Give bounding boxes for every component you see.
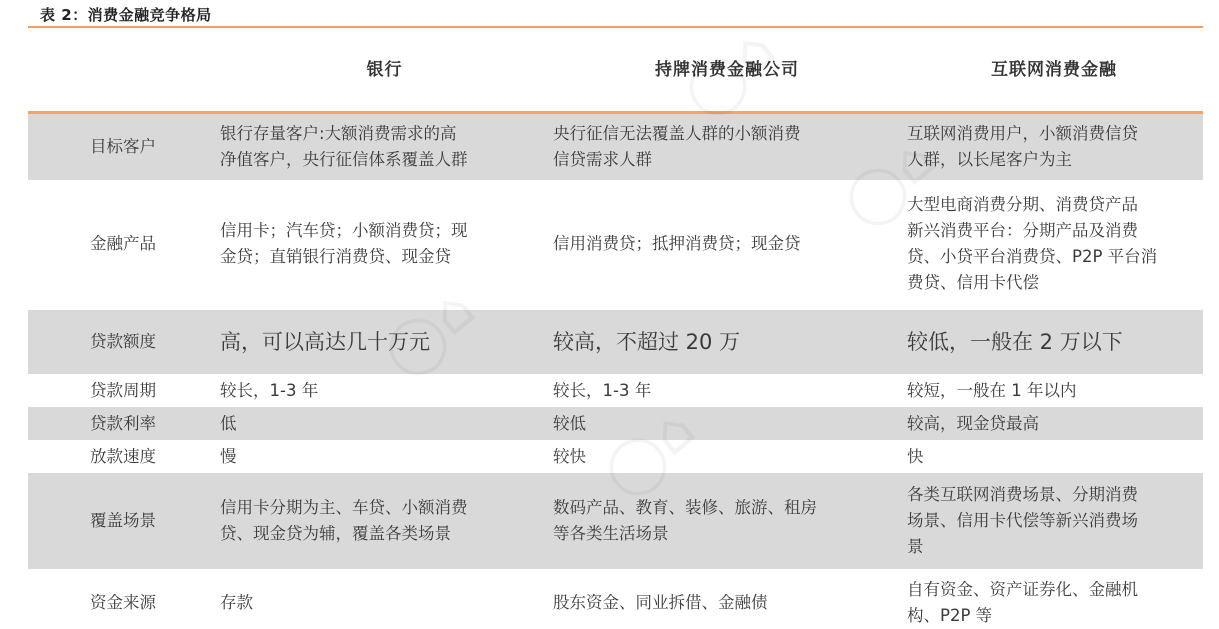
cell-internet: 自有资金、资产证券化、金融机 构、P2P 等 [907, 580, 1138, 625]
cell-bank: 银行存量客户:大额消费需求的高 净值客户，央行征信体系覆盖人群 [220, 124, 468, 169]
table-caption: 表 2：消费金融竞争格局 [40, 6, 212, 24]
cell-bank: 慢 [220, 446, 237, 466]
cell-licensed: 较长，1-3 年 [553, 380, 652, 400]
cell-bank: 较长，1-3 年 [220, 380, 319, 400]
cell-internet: 大型电商消费分期、消费贷产品 新兴消费平台：分期产品及消费 贷、小贷平台消费贷、P2P 平台消 费贷、信用卡代偿 [907, 195, 1158, 292]
table-row [28, 571, 1203, 629]
header-cell-bank: 银行 [366, 60, 403, 80]
row-label: 贷款额度 [90, 332, 156, 351]
cell-licensed: 较低 [553, 413, 586, 433]
header-cell-licensed: 持牌消费金融公司 [655, 60, 799, 80]
cell-internet: 较低，一般在 2 万以下 [907, 330, 1123, 354]
cell-licensed: 股东资金、同业拆借、金融债 [553, 593, 768, 612]
row-label: 覆盖场景 [90, 511, 156, 530]
table-row [28, 407, 1203, 440]
table-row [28, 440, 1203, 473]
row-label: 目标客户 [90, 137, 156, 156]
header-divider [28, 111, 1203, 114]
cell-internet: 快 [907, 446, 924, 466]
row-label: 金融产品 [90, 234, 156, 253]
table-row [28, 473, 1203, 569]
cell-internet: 各类互联网消费场景、分期消费 场景、信用卡代偿等新兴消费场 景 [907, 485, 1138, 556]
cell-internet: 较短，一般在 1 年以内 [907, 380, 1077, 400]
table-row [28, 180, 1203, 308]
table-row [28, 310, 1203, 374]
row-label: 放款速度 [90, 446, 156, 466]
cell-bank: 存款 [220, 593, 253, 612]
table-row [28, 114, 1203, 180]
cell-licensed: 较高，不超过 20 万 [553, 330, 741, 354]
cell-licensed: 较快 [553, 446, 586, 466]
competition-table [28, 28, 1203, 629]
cell-licensed: 央行征信无法覆盖人群的小额消费 信贷需求人群 [553, 124, 801, 169]
cell-internet: 较高，现金贷最高 [907, 413, 1039, 433]
cell-bank: 信用卡分期为主、车贷、小额消费 贷、现金贷为辅，覆盖各类场景 [220, 498, 468, 543]
cell-internet: 互联网消费用户，小额消费信贷 人群，以长尾客户为主 [907, 124, 1138, 169]
row-label: 贷款周期 [90, 380, 156, 400]
cell-bank: 高，可以高达几十万元 [220, 330, 430, 354]
table-header-row [28, 28, 1203, 112]
cell-licensed: 信用消费贷；抵押消费贷；现金贷 [553, 234, 801, 253]
cell-bank: 信用卡；汽车贷；小额消费贷；现 金贷；直销银行消费贷、现金贷 [220, 221, 468, 266]
cell-bank: 低 [220, 413, 237, 433]
header-cell-internet: 互联网消费金融 [991, 60, 1117, 80]
header-cell-empty [28, 28, 218, 112]
row-label: 资金来源 [90, 593, 156, 612]
row-label: 贷款利率 [90, 413, 156, 433]
table-row [28, 374, 1203, 407]
cell-licensed: 数码产品、教育、装修、旅游、租房 等各类生活场景 [553, 498, 817, 543]
